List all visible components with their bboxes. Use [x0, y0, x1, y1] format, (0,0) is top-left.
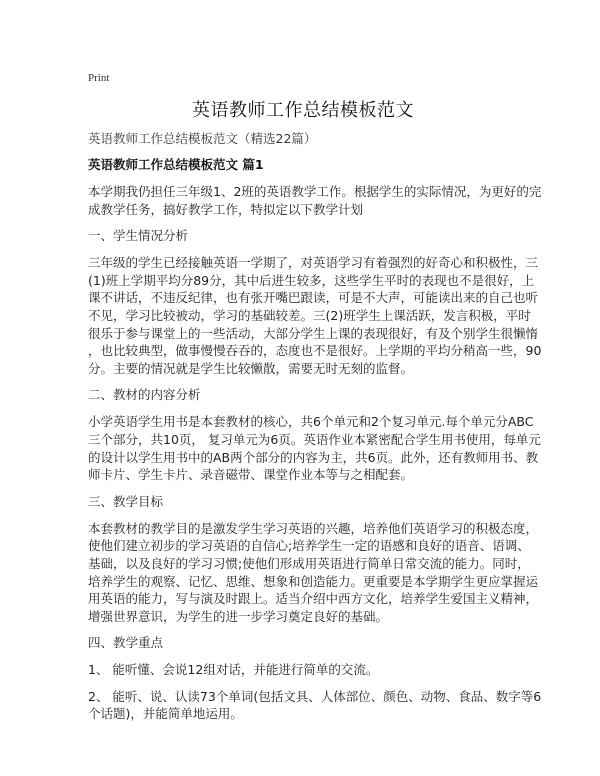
student-analysis-paragraph — [88, 254, 542, 377]
text-line: 1、 能听懂、会说12组对话，并能进行简单的交流。 — [88, 662, 379, 678]
text-line: 三个部分，共10页， 复习单元为6页。英语作业本紧密配合学生用书使用，每单元 — [88, 431, 541, 447]
document-subtitle: 英语教师工作总结模板范文（精选22篇） — [88, 131, 317, 146]
text-line: 三年级的学生已经接触英语一学期了，对英语学习有着强烈的好奇心和积极性，三 — [88, 255, 539, 271]
textbook-analysis-paragraph — [88, 413, 541, 483]
teaching-goals-paragraph — [88, 520, 539, 626]
text-line: 培养学生的观察、记忆、思维、想象和创造能力。更重要是本学期学生更应掌握运 — [88, 573, 539, 589]
heading-student-analysis: 一、学生情况分析 — [88, 228, 189, 244]
text-line: (1)班上学期平均分89分，其中后进生较多，这些学生平时的表现也不是很好，上 — [88, 272, 535, 288]
text-line: 成教学任务，搞好教学工作，特拟定以下教学计划 — [88, 201, 364, 217]
focus-item-1 — [88, 661, 518, 679]
text-line: 用英语的能力，写与演及时跟上。适当介绍中西方文化，培养学生爱国主义精神， — [88, 591, 539, 607]
heading-textbook-analysis: 二、教材的内容分析 — [88, 387, 201, 403]
text-line: 增强世界意识，为学生的进一步学习奠定良好的基础。 — [88, 608, 389, 624]
text-line: 2、 能听、说、认读73个单词(包括文具、人体部位、颜色、动物、食品、数字等6 — [88, 688, 542, 704]
text-line: 个话题)，并能简单地运用。 — [88, 706, 243, 722]
text-line: 使他们建立初步的学习英语的自信心;培养学生一定的语感和良好的语音、语调、 — [88, 538, 530, 554]
text-line: 课不讲话，不违反纪律，也有张开嘴巴跟读，可是不大声，可能读出来的自己也听 — [88, 290, 539, 306]
text-line: 小学英语学生用书是本套教材的核心，共6个单元和2个复习单元.每个单元分ABC — [88, 414, 534, 430]
heading-teaching-focus: 四、教学重点 — [88, 635, 164, 651]
intro-paragraph — [88, 183, 542, 218]
text-line: 的设计以学生用书中的AB两个部分的内容为主，共6页。此外，还有教师用书、教 — [88, 449, 539, 465]
heading-teaching-goals: 三、教学目标 — [88, 493, 164, 509]
text-line: 基础，以及良好的学习习惯;使他们形成用英语进行简单日常交流的能力。同时， — [88, 555, 530, 571]
text-line: 分。主要的情况就是学生比较懒散，需要无时无刻的监督。 — [88, 360, 414, 376]
focus-item-2 — [88, 688, 542, 723]
print-link[interactable]: Print — [88, 72, 110, 84]
text-line: 不见，学习比较被动，学习的基础较差。三(2)班学生上课活跃，发言积极，平时 — [88, 307, 531, 323]
text-line: ，也比较典型，做事慢慢吞吞的，态度也不是很好。上学期的平均分稍高一些，90 — [88, 343, 542, 359]
text-line: 本学期我仍担任三年级1、2班的英语教学工作。根据学生的实际情况，为更好的完 — [88, 184, 542, 199]
section-title: 英语教师工作总结模板范文 篇1 — [88, 157, 264, 172]
document-page — [88, 70, 542, 723]
text-line: 很乐于参与课堂上的一些活动，大部分学生上课的表现很好，有及个别学生很懒惰 — [88, 325, 539, 341]
text-line: 本套教材的教学目的是激发学生学习英语的兴趣，培养他们英语学习的积极态度， — [88, 520, 539, 536]
text-line: 师卡片、学生卡片、录音磁带、课堂作业本等与之相配套。 — [88, 467, 414, 483]
document-title: 英语教师工作总结模板范文 — [192, 100, 414, 121]
